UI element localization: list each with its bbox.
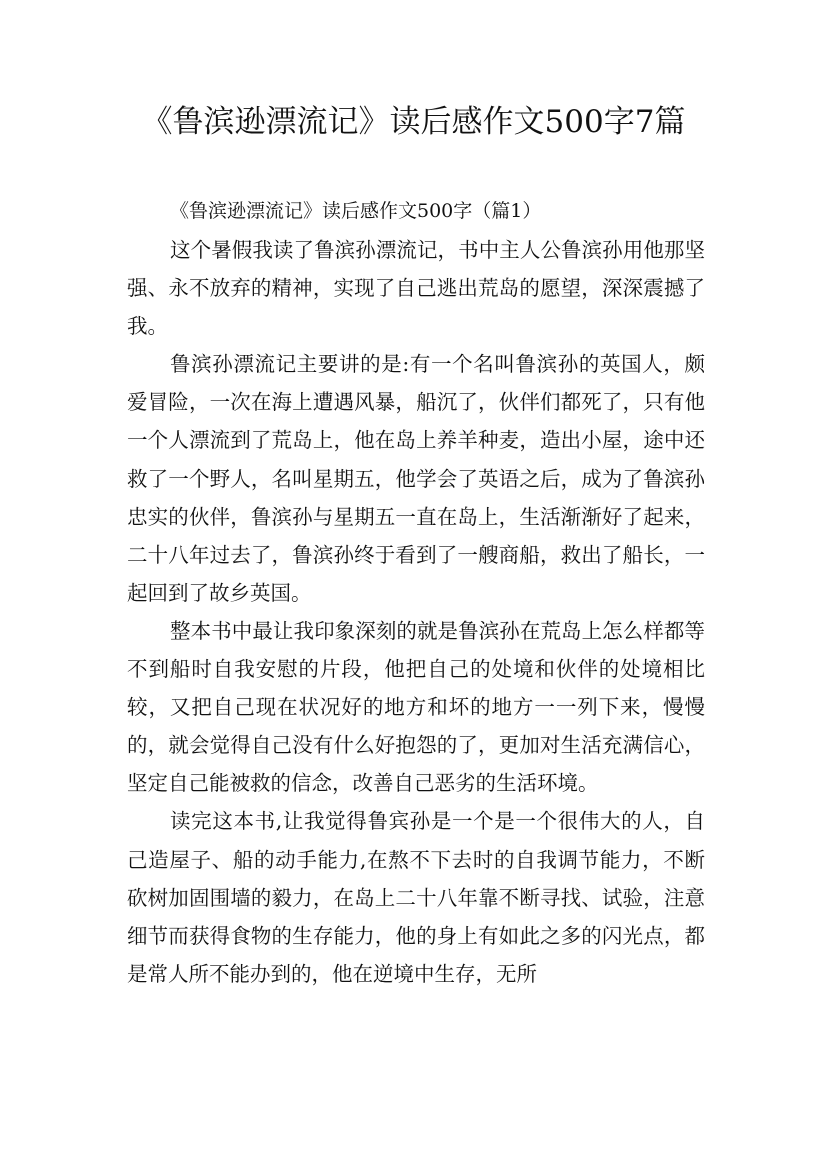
paragraph-2: 鲁滨孙漂流记主要讲的是:有一个名叫鲁滨孙的英国人，颇爱冒险，一次在海上遭遇风暴，船沉了，伙伴们都死了，只有他一个人漂流到了荒岛上，他在岛上养羊种麦，造出小屋，途中还救了一个野人，名叫星期五，他学会了英语之后，成为了鲁滨孙忠实的伙伴，鲁滨孙与星期五一直在岛上，生活渐渐好了起来，二十八年过去了，鲁滨孙终于看到了一艘商船，救出了船长，一起回到了故乡英国。: [127, 352, 705, 605]
paragraph-1: 这个暑假我读了鲁滨孙漂流记，书中主人公鲁滨孙用他那坚强、永不放弃的精神，实现了自己逃出荒岛的愿望，深深震撼了我。: [127, 238, 705, 339]
document-title: 《鲁滨逊漂流记》读后感作文500字7篇: [141, 104, 686, 140]
document-body: [127, 231, 705, 993]
paragraph-3: 整本书中最让我印象深刻的就是鲁滨孙在荒岛上怎么样都等不到船时自我安慰的片段，他把自己的处境和伙伴的处境相比较，又把自己现在状况好的地方和坏的地方一一列下来，慢慢的，就会觉得自己没有什么好抱怨的了，更加对生活充满信心，坚定自己能被救的信念，改善自己恶劣的生活环境。: [127, 618, 705, 796]
section-heading: 《鲁滨逊漂流记》读后感作文500字（篇1）: [170, 200, 542, 222]
paragraph-4: 读完这本书,让我觉得鲁宾孙是一个是一个很伟大的人，自己造屋子、船的动手能力,在熬不下去时的自我调节能力，不断砍树加固围墙的毅力，在岛上二十八年靠不断寻找、试验，注意细节而获得食物的生存能力，他的身上有如此之多的闪光点，都是常人所不能办到的，他在逆境中生存，无所: [127, 809, 705, 986]
